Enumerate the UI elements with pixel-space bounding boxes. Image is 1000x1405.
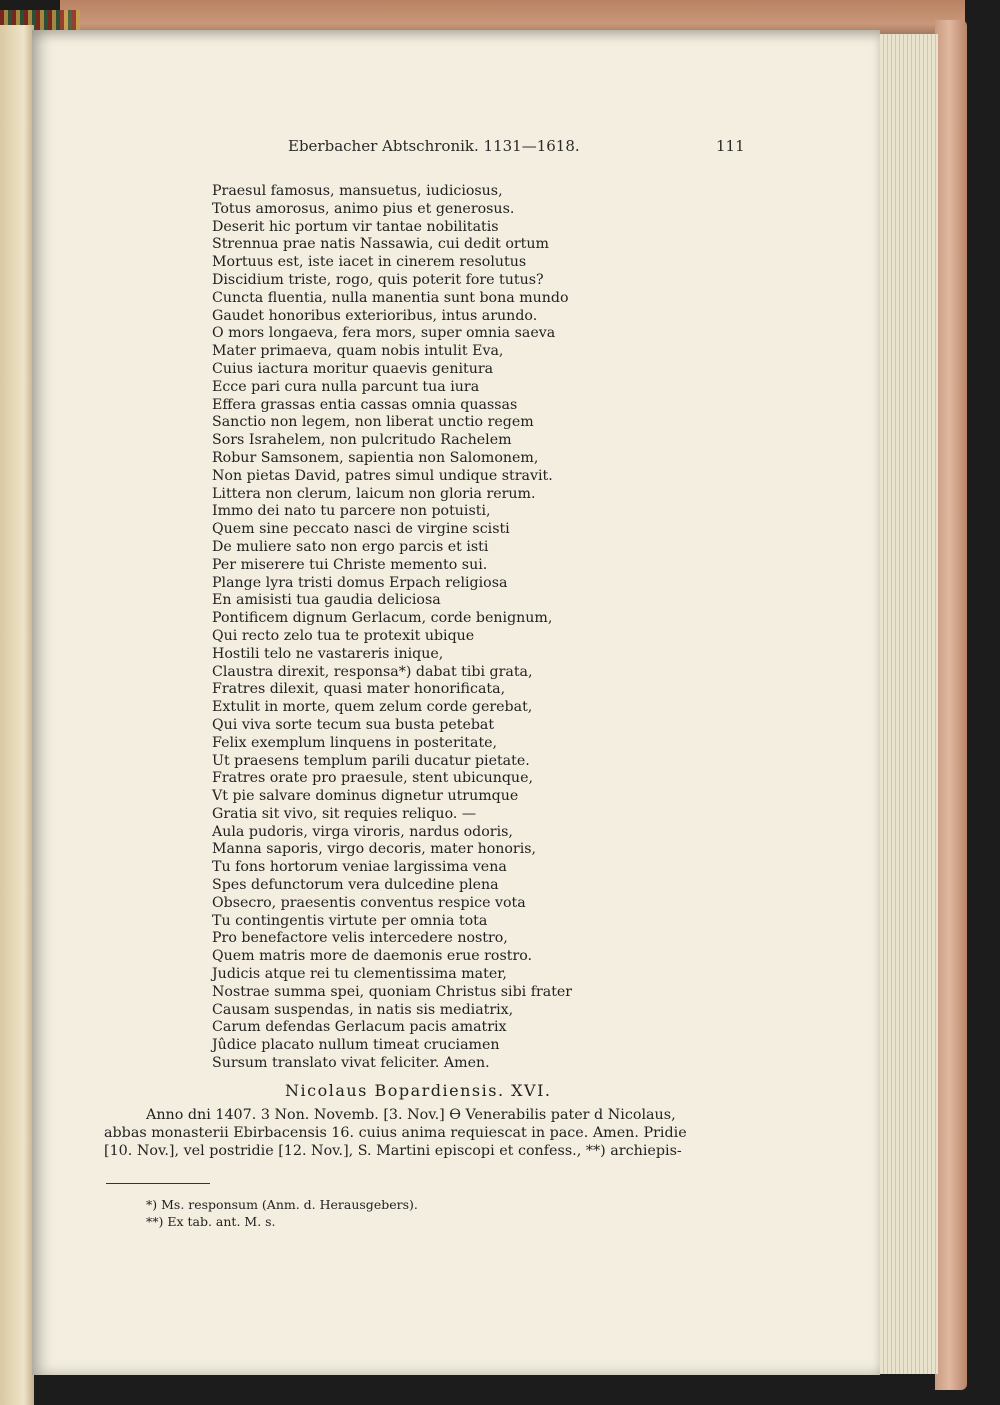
poem-line: Discidium triste, rogo, quis poterit fore tutus? bbox=[212, 271, 544, 288]
poem-line: Praesul famosus, mansuetus, iudiciosus, bbox=[212, 183, 503, 199]
poem-line: Nostrae summa spei, quoniam Christus sibi frater bbox=[212, 983, 573, 1000]
poem-line: Extulit in morte, quem zelum corde gerebat, bbox=[212, 699, 533, 716]
poem-line: Totus amorosus, animo pius et generosus. bbox=[212, 200, 515, 217]
poem-line: Ecce pari cura nulla parcunt tua iura bbox=[212, 378, 480, 395]
poem-line: Pontificem dignum Gerlacum, corde benignum, bbox=[212, 610, 553, 627]
poem-line: En amisisti tua gaudia deliciosa bbox=[212, 592, 441, 609]
page-number: 111 bbox=[716, 137, 745, 155]
poem-line: Plange lyra tristi domus Erpach religiosa bbox=[212, 574, 508, 591]
prose-line: Anno dni 1407. 3 Non. Novemb. [3. Nov.] ϴ Venerabilis pater d Nicolaus, bbox=[146, 1107, 676, 1123]
poem-line: Spes defunctorum vera dulcedine plena bbox=[212, 877, 499, 894]
prose-line: abbas monasterii Ebirbacensis 16. cuius anima requiescat in pace. Amen. Pridie bbox=[104, 1125, 687, 1141]
poem-line: Fratres orate pro praesule, stent ubicunque, bbox=[212, 770, 533, 787]
poem-line: Gratia sit vivo, sit requies reliquo. — bbox=[212, 805, 477, 822]
poem-line: Jûdice placato nullum timeat cruciamen bbox=[212, 1037, 500, 1054]
poem-line: Aula pudoris, virga viroris, nardus odoris, bbox=[212, 823, 513, 840]
poem-line: Effera grassas entia cassas omnia quassas bbox=[212, 396, 518, 413]
poem-line: Sursum translato vivat feliciter. Amen. bbox=[212, 1055, 490, 1072]
poem-line: Judicis atque rei tu clementissima mater, bbox=[212, 966, 507, 983]
poem-line: Robur Samsonem, sapientia non Salomonem, bbox=[212, 449, 539, 466]
poem-line: Gaudet honoribus exterioribus, intus arundo. bbox=[212, 307, 538, 324]
poem-line: Felix exemplum linquens in posteritate, bbox=[212, 734, 498, 751]
poem-line: Mater primaeva, quam nobis intulit Eva, bbox=[212, 343, 504, 360]
poem-line: O mors longaeva, fera mors, super omnia saeva bbox=[212, 325, 556, 342]
footnotes bbox=[146, 1196, 418, 1230]
poem-line: Quem sine peccato nasci de virgine scisti bbox=[212, 521, 510, 538]
poem-line: Littera non clerum, laicum non gloria rerum. bbox=[212, 485, 536, 502]
poem-line: Mortuus est, iste iacet in cinerem resolutus bbox=[212, 254, 527, 271]
poem-line: Tu contingentis virtute per omnia tota bbox=[212, 912, 488, 929]
poem-line: Sanctio non legem, non liberat unctio regem bbox=[212, 414, 534, 431]
poem-line: Fratres dilexit, quasi mater honorificata, bbox=[212, 681, 506, 698]
running-title: Eberbacher Abtschronik. 1131—1618. bbox=[288, 137, 580, 155]
poem-line: Hostili telo ne vastareris inique, bbox=[212, 645, 444, 662]
poem-line: Claustra direxit, responsa*) dabat tibi grata, bbox=[212, 663, 533, 680]
facing-page-edge bbox=[0, 25, 34, 1405]
poem-line: Non pietas David, patres simul undique stravit. bbox=[212, 467, 553, 484]
poem-line: Qui viva sorte tecum sua busta petebat bbox=[212, 716, 495, 733]
poem-line: Deserit hic portum vir tantae nobilitatis bbox=[212, 218, 499, 235]
poem-line: Per miserere tui Christe memento sui. bbox=[212, 556, 488, 573]
book-cover-edge bbox=[935, 20, 967, 1390]
poem-line: Sors Israhelem, non pulcritudo Rachelem bbox=[212, 432, 512, 449]
poem-line: Obsecro, praesentis conventus respice vota bbox=[212, 894, 526, 911]
poem-line: Cuius iactura moritur quaevis genitura bbox=[212, 360, 494, 377]
poem-line: Vt pie salvare dominus dignetur utrumque bbox=[212, 788, 519, 805]
footnote: **) Ex tab. ant. M. s. bbox=[146, 1214, 276, 1229]
poem bbox=[212, 183, 572, 1073]
poem-line: Strennua prae natis Nassawia, cui dedit ortum bbox=[212, 236, 549, 253]
poem-line: Carum defendas Gerlacum pacis amatrix bbox=[212, 1019, 507, 1036]
footnote: *) Ms. responsum (Anm. d. Herausgebers). bbox=[146, 1197, 418, 1212]
footnote-divider bbox=[106, 1183, 210, 1184]
poem-line: Ut praesens templum parili ducatur pietate. bbox=[212, 752, 530, 769]
poem-line: Tu fons hortorum veniae largissima vena bbox=[212, 859, 507, 876]
poem-line: Causam suspendas, in natis sis mediatrix, bbox=[212, 1001, 514, 1018]
poem-line: Manna saporis, virgo decoris, mater honoris, bbox=[212, 841, 537, 858]
section-heading: Nicolaus Bopardiensis. XVI. bbox=[285, 1081, 552, 1100]
poem-line: Cuncta fluentia, nulla manentia sunt bona mundo bbox=[212, 289, 569, 306]
prose-paragraph bbox=[104, 1106, 754, 1160]
page-block-edges bbox=[872, 34, 938, 1374]
poem-line: Qui recto zelo tua te protexit ubique bbox=[212, 627, 475, 644]
poem-line: Pro benefactore velis intercedere nostro, bbox=[212, 930, 508, 947]
poem-line: Quem matris more de daemonis erue rostro. bbox=[212, 948, 533, 965]
poem-line: Immo dei nato tu parcere non potuisti, bbox=[212, 503, 491, 520]
poem-line: De muliere sato non ergo parcis et isti bbox=[212, 538, 489, 555]
prose-line: [10. Nov.], vel postridie [12. Nov.], S. Martini episcopi et confess., **) archiepis- bbox=[104, 1143, 682, 1159]
